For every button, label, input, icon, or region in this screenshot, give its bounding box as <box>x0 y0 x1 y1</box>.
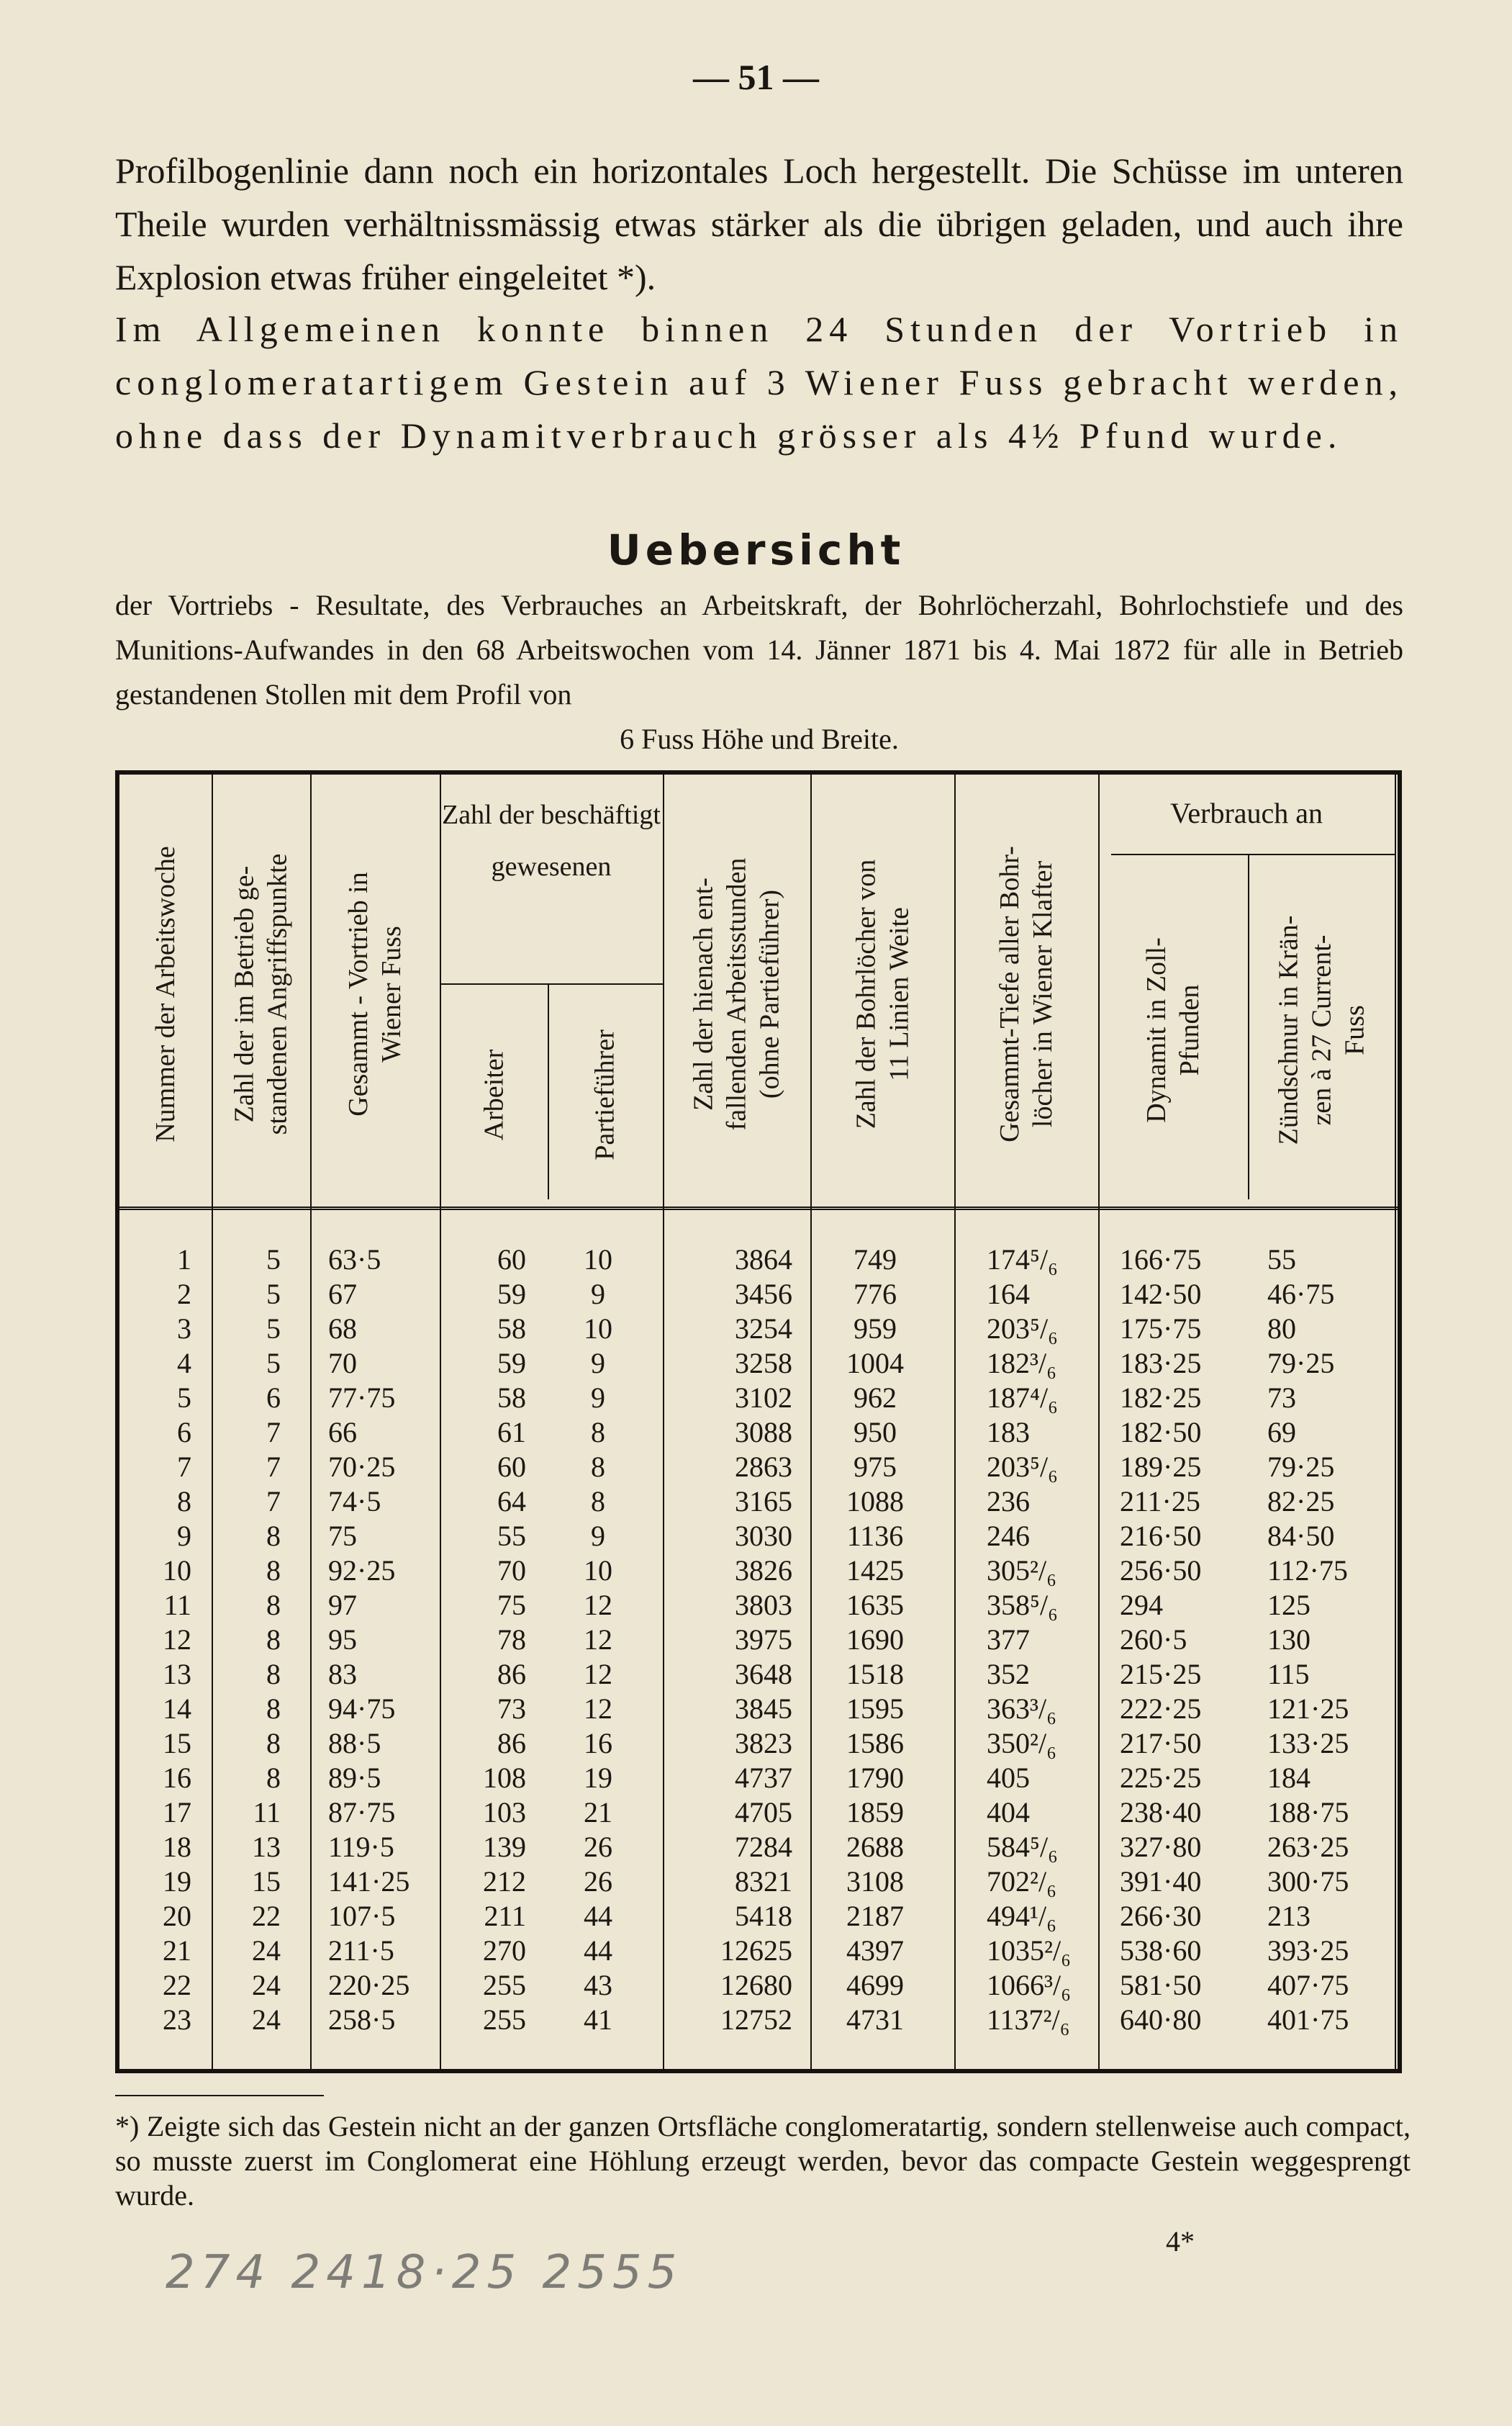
cell-partiefuehrer: 9 <box>591 1381 605 1414</box>
header-angriffspunkte: Zahl der im Betrieb ge- standenen Angriffspunkte <box>229 853 293 1135</box>
cell-tiefe: 404 <box>987 1796 1030 1828</box>
cell-bohrloecher: 959 <box>854 1312 897 1345</box>
cell-points: 8 <box>266 1658 281 1690</box>
header-woche: Nummer der Arbeitswoche <box>150 846 181 1142</box>
cell-bohrloecher: 1690 <box>846 1623 904 1656</box>
cell-points: 8 <box>266 1623 281 1656</box>
cell-arbeiter: 86 <box>497 1727 526 1759</box>
cell-vortrieb: 63·5 <box>328 1243 381 1276</box>
table-row <box>119 1968 1398 2003</box>
cell-arbeiter: 58 <box>497 1381 526 1414</box>
cell-week: 2 <box>177 1278 191 1310</box>
cell-tiefe: 363³/₆ <box>987 1692 1057 1725</box>
cell-vortrieb: 68 <box>328 1312 357 1345</box>
cell-week: 22 <box>163 1969 191 2001</box>
cell-bohrloecher: 1586 <box>846 1727 904 1759</box>
cell-week: 7 <box>177 1451 191 1483</box>
cell-zuendschnur: 133·25 <box>1267 1727 1349 1759</box>
cell-stunden: 3845 <box>735 1692 792 1725</box>
cell-bohrloecher: 4731 <box>846 2003 904 2036</box>
cell-arbeiter: 211 <box>484 1900 526 1932</box>
cell-points: 15 <box>252 1865 281 1898</box>
header-verbrauch: Verbrauch an <box>1169 797 1323 829</box>
cell-week: 14 <box>163 1692 191 1725</box>
cell-bohrloecher: 1004 <box>846 1347 904 1379</box>
cell-bohrloecher: 962 <box>854 1381 897 1414</box>
cell-arbeiter: 58 <box>497 1312 526 1345</box>
cell-zuendschnur: 55 <box>1267 1243 1296 1276</box>
table-row <box>119 1899 1398 1934</box>
cell-points: 13 <box>252 1831 281 1863</box>
table-row <box>119 1830 1398 1864</box>
cell-zuendschnur: 407·75 <box>1267 1969 1349 2001</box>
cell-bohrloecher: 749 <box>854 1243 897 1276</box>
cell-stunden: 3826 <box>735 1554 792 1587</box>
header-tiefe: Gesammt-Tiefe aller Bohr- löcher in Wiener Klafter <box>995 846 1059 1142</box>
cell-tiefe: 164 <box>987 1278 1030 1310</box>
cell-bohrloecher: 1790 <box>846 1762 904 1794</box>
cell-dynamit: 216·50 <box>1120 1520 1202 1552</box>
cell-stunden: 8321 <box>735 1865 792 1898</box>
cell-partiefuehrer: 9 <box>591 1278 605 1310</box>
cell-vortrieb: 89·5 <box>328 1762 381 1794</box>
cell-points: 11 <box>253 1796 281 1828</box>
cell-partiefuehrer: 21 <box>584 1796 612 1828</box>
table-row <box>119 1623 1398 1657</box>
cell-partiefuehrer: 12 <box>584 1589 612 1621</box>
cell-points: 8 <box>266 1554 281 1587</box>
cell-stunden: 3456 <box>735 1278 792 1310</box>
table-row <box>119 1277 1398 1312</box>
cell-stunden: 12752 <box>720 2003 792 2036</box>
cell-partiefuehrer: 12 <box>584 1623 612 1656</box>
cell-points: 8 <box>266 1520 281 1552</box>
cell-partiefuehrer: 43 <box>584 1969 612 2001</box>
cell-bohrloecher: 950 <box>854 1416 897 1448</box>
cell-dynamit: 183·25 <box>1120 1347 1202 1379</box>
cell-vortrieb: 95 <box>328 1623 357 1656</box>
cell-stunden: 5418 <box>735 1900 792 1932</box>
cell-points: 24 <box>252 1969 281 2001</box>
table-row <box>119 1346 1398 1381</box>
cell-arbeiter: 75 <box>497 1589 526 1621</box>
paragraph-1: Profilbogenlinie dann noch ein horizontales Loch hergestellt. Die Schüsse im unteren Theile wurden verhältnissmässig etwas stärker als die übrigen geladen, und auch ihre Explosion etwas früher eingeleitet *). <box>115 150 1403 297</box>
cell-dynamit: 294 <box>1120 1589 1163 1621</box>
cell-stunden: 7284 <box>735 1831 792 1863</box>
cell-week: 6 <box>177 1416 191 1448</box>
cell-tiefe: 182³/₆ <box>987 1347 1057 1379</box>
cell-stunden: 3648 <box>735 1658 792 1690</box>
cell-tiefe: 1035²/₆ <box>987 1934 1072 1967</box>
cell-vortrieb: 87·75 <box>328 1796 396 1828</box>
cell-tiefe: 350²/₆ <box>987 1727 1057 1759</box>
header-vortrieb: Gesammt - Vortrieb in Wiener Fuss <box>343 872 407 1117</box>
cell-partiefuehrer: 8 <box>591 1451 605 1483</box>
cell-tiefe: 246 <box>987 1520 1030 1552</box>
cell-week: 19 <box>163 1865 191 1898</box>
cell-vortrieb: 141·25 <box>328 1865 410 1898</box>
cell-stunden: 12625 <box>720 1934 792 1967</box>
cell-points: 8 <box>266 1589 281 1621</box>
cell-dynamit: 640·80 <box>1120 2003 1202 2036</box>
cell-week: 3 <box>177 1312 191 1345</box>
header-arbeiter: Arbeiter <box>478 1049 509 1141</box>
table-row <box>119 1312 1398 1346</box>
cell-bohrloecher: 1136 <box>846 1520 904 1552</box>
cell-stunden: 3864 <box>735 1243 792 1276</box>
page-number: — 51 — <box>693 57 819 97</box>
cell-partiefuehrer: 16 <box>584 1727 612 1759</box>
cell-vortrieb: 77·75 <box>328 1381 396 1414</box>
cell-partiefuehrer: 8 <box>591 1485 605 1518</box>
cell-points: 24 <box>252 1934 281 1967</box>
cell-zuendschnur: 263·25 <box>1267 1831 1349 1863</box>
cell-arbeiter: 61 <box>497 1416 526 1448</box>
cell-tiefe: 203⁵/₆ <box>987 1312 1059 1345</box>
cell-tiefe: 174⁵/₆ <box>987 1243 1059 1276</box>
cell-tiefe: 352 <box>987 1658 1030 1690</box>
header-dynamit: Dynamit in Zoll- Pfunden <box>1141 937 1205 1123</box>
cell-partiefuehrer: 41 <box>584 2003 612 2036</box>
cell-arbeiter: 60 <box>497 1243 526 1276</box>
table-row <box>119 1692 1398 1726</box>
cell-tiefe: 1066³/₆ <box>987 1969 1072 2001</box>
cell-bohrloecher: 1518 <box>846 1658 904 1690</box>
cell-week: 12 <box>163 1623 191 1656</box>
table-heading: Uebersicht <box>607 526 905 574</box>
cell-tiefe: 358⁵/₆ <box>987 1589 1059 1621</box>
subtitle-text: der Vortriebs - Resultate, des Verbrauches an Arbeitskraft, der Bohrlöcherzahl, Bohrlochstiefe und des Munitions-Aufwandes in den 68 Arbeitswochen vom 14. Jänner 1871 bis 4. Mai 1872 für alle in Betrieb gestandenen Stollen mit dem Profil von <box>115 589 1403 711</box>
cell-partiefuehrer: 10 <box>584 1554 612 1587</box>
cell-tiefe: 203⁵/₆ <box>987 1451 1059 1483</box>
cell-arbeiter: 255 <box>483 2003 526 2036</box>
cell-zuendschnur: 73 <box>1267 1381 1296 1414</box>
cell-partiefuehrer: 44 <box>584 1934 612 1967</box>
cell-arbeiter: 86 <box>497 1658 526 1690</box>
cell-bohrloecher: 1859 <box>846 1796 904 1828</box>
cell-tiefe: 236 <box>987 1485 1030 1518</box>
table-row <box>119 1243 1398 1277</box>
cell-points: 5 <box>266 1312 281 1345</box>
cell-dynamit: 182·25 <box>1120 1381 1202 1414</box>
header-zuendschnur: Zündschnur in Krän- zen à 27 Current- Fuss <box>1273 915 1370 1145</box>
table-row <box>119 1761 1398 1795</box>
cell-bohrloecher: 1425 <box>846 1554 904 1587</box>
cell-vortrieb: 97 <box>328 1589 357 1621</box>
cell-tiefe: 584⁵/₆ <box>987 1831 1059 1863</box>
cell-arbeiter: 59 <box>497 1347 526 1379</box>
cell-stunden: 3823 <box>735 1727 792 1759</box>
cell-points: 5 <box>266 1347 281 1379</box>
table-row <box>119 1381 1398 1415</box>
cell-dynamit: 391·40 <box>1120 1865 1202 1898</box>
cell-tiefe: 305²/₆ <box>987 1554 1057 1587</box>
cell-week: 20 <box>163 1900 191 1932</box>
cell-vortrieb: 94·75 <box>328 1692 396 1725</box>
cell-dynamit: 217·50 <box>1120 1727 1202 1759</box>
cell-bohrloecher: 975 <box>854 1451 897 1483</box>
cell-arbeiter: 59 <box>497 1278 526 1310</box>
cell-week: 17 <box>163 1796 191 1828</box>
cell-dynamit: 182·50 <box>1120 1416 1202 1448</box>
cell-zuendschnur: 79·25 <box>1267 1451 1335 1483</box>
cell-zuendschnur: 79·25 <box>1267 1347 1335 1379</box>
cell-zuendschnur: 393·25 <box>1267 1934 1349 1967</box>
cell-vortrieb: 211·5 <box>328 1934 394 1967</box>
cell-vortrieb: 70 <box>328 1347 357 1379</box>
cell-partiefuehrer: 26 <box>584 1865 612 1898</box>
cell-tiefe: 1137²/₆ <box>987 2003 1070 2036</box>
table-row <box>119 1588 1398 1623</box>
signature-mark: 4* <box>1166 2225 1195 2258</box>
cell-dynamit: 538·60 <box>1120 1934 1202 1967</box>
cell-stunden: 4737 <box>735 1762 792 1794</box>
cell-arbeiter: 139 <box>483 1831 526 1863</box>
cell-dynamit: 222·25 <box>1120 1692 1202 1725</box>
footnote: *) Zeigte sich das Gestein nicht an der ganzen Ortsfläche conglomeratartig, sondern stellenweise auch compact, so musste zuerst im Conglomerat eine Höhlung erzeugt werden, bevor das compacte Gestein weggesprengt wurde. <box>115 2110 1411 2211</box>
table-row <box>119 1484 1398 1519</box>
cell-arbeiter: 70 <box>497 1554 526 1587</box>
cell-points: 24 <box>252 2003 281 2036</box>
table-row <box>119 1554 1398 1588</box>
cell-arbeiter: 212 <box>483 1865 526 1898</box>
cell-tiefe: 702²/₆ <box>987 1865 1057 1898</box>
cell-week: 15 <box>163 1727 191 1759</box>
cell-zuendschnur: 69 <box>1267 1416 1296 1448</box>
cell-bohrloecher: 2187 <box>846 1900 904 1932</box>
cell-stunden: 4705 <box>735 1796 792 1828</box>
table-row <box>119 1415 1398 1450</box>
cell-partiefuehrer: 12 <box>584 1692 612 1725</box>
header-beschaeftigt: Zahl der beschäftigt gewesenen <box>442 800 661 882</box>
cell-points: 7 <box>266 1485 281 1518</box>
cell-stunden: 3254 <box>735 1312 792 1345</box>
cell-partiefuehrer: 9 <box>591 1520 605 1552</box>
cell-week: 9 <box>177 1520 191 1552</box>
cell-bohrloecher: 3108 <box>846 1865 904 1898</box>
cell-week: 23 <box>163 2003 191 2036</box>
cell-week: 1 <box>177 1243 191 1276</box>
cell-vortrieb: 83 <box>328 1658 357 1690</box>
header-bohrloecher: Zahl der Bohrlöcher von 11 Linien Weite <box>851 859 915 1129</box>
cell-vortrieb: 74·5 <box>328 1485 381 1518</box>
table-subtitle <box>115 583 1403 762</box>
cell-stunden: 3165 <box>735 1485 792 1518</box>
cell-stunden: 3975 <box>735 1623 792 1656</box>
cell-vortrieb: 258·5 <box>328 2003 396 2036</box>
cell-dynamit: 175·75 <box>1120 1312 1202 1345</box>
cell-partiefuehrer: 10 <box>584 1312 612 1345</box>
cell-bohrloecher: 776 <box>854 1278 897 1310</box>
cell-week: 4 <box>177 1347 191 1379</box>
cell-tiefe: 187⁴/₆ <box>987 1381 1059 1414</box>
cell-vortrieb: 70·25 <box>328 1451 396 1483</box>
table-row <box>119 1657 1398 1692</box>
table-row <box>119 1519 1398 1554</box>
cell-partiefuehrer: 26 <box>584 1831 612 1863</box>
cell-points: 5 <box>266 1278 281 1310</box>
cell-points: 22 <box>252 1900 281 1932</box>
cell-zuendschnur: 84·50 <box>1267 1520 1335 1552</box>
cell-zuendschnur: 80 <box>1267 1312 1296 1345</box>
cell-bohrloecher: 1088 <box>846 1485 904 1518</box>
cell-stunden: 3030 <box>735 1520 792 1552</box>
cell-week: 13 <box>163 1658 191 1690</box>
cell-week: 18 <box>163 1831 191 1863</box>
cell-partiefuehrer: 10 <box>584 1243 612 1276</box>
cell-bohrloecher: 1595 <box>846 1692 904 1725</box>
cell-arbeiter: 270 <box>483 1934 526 1967</box>
table-row <box>119 1726 1398 1761</box>
cell-zuendschnur: 184 <box>1267 1762 1310 1794</box>
cell-zuendschnur: 188·75 <box>1267 1796 1349 1828</box>
cell-partiefuehrer: 44 <box>584 1900 612 1932</box>
cell-stunden: 3102 <box>735 1381 792 1414</box>
cell-arbeiter: 64 <box>497 1485 526 1518</box>
cell-bohrloecher: 4397 <box>846 1934 904 1967</box>
cell-vortrieb: 75 <box>328 1520 357 1552</box>
cell-dynamit: 189·25 <box>1120 1451 1202 1483</box>
cell-points: 5 <box>266 1243 281 1276</box>
cell-week: 16 <box>163 1762 191 1794</box>
subtitle-end: 6 Fuss Höhe und Breite. <box>620 723 899 755</box>
cell-week: 11 <box>163 1589 191 1621</box>
cell-points: 7 <box>266 1416 281 1448</box>
cell-zuendschnur: 125 <box>1267 1589 1310 1621</box>
cell-zuendschnur: 401·75 <box>1267 2003 1349 2036</box>
cell-tiefe: 494¹/₆ <box>987 1900 1057 1932</box>
cell-zuendschnur: 82·25 <box>1267 1485 1335 1518</box>
cell-tiefe: 377 <box>987 1623 1030 1656</box>
table-row <box>119 1795 1398 1830</box>
cell-vortrieb: 92·25 <box>328 1554 396 1587</box>
cell-dynamit: 238·40 <box>1120 1796 1202 1828</box>
cell-points: 8 <box>266 1727 281 1759</box>
cell-zuendschnur: 300·75 <box>1267 1865 1349 1898</box>
table-row <box>119 1864 1398 1899</box>
cell-arbeiter: 55 <box>497 1520 526 1552</box>
paragraph-2: Im Allgemeinen konnte binnen 24 Stunden der Vortrieb in conglomeratartigem Gestein auf 3 Wiener Fuss gebracht werden, ohne dass der Dynamitverbrauch grösser als 4½ Pfund wurde. <box>115 309 1403 456</box>
cell-dynamit: 266·30 <box>1120 1900 1202 1932</box>
cell-tiefe: 405 <box>987 1762 1030 1794</box>
table-row <box>119 2003 1398 2037</box>
results-table <box>115 770 1402 2073</box>
cell-dynamit: 215·25 <box>1120 1658 1202 1690</box>
cell-tiefe: 183 <box>987 1416 1030 1448</box>
cell-vortrieb: 119·5 <box>328 1831 394 1863</box>
cell-arbeiter: 103 <box>483 1796 526 1828</box>
cell-stunden: 12680 <box>720 1969 792 2001</box>
cell-zuendschnur: 213 <box>1267 1900 1310 1932</box>
cell-week: 8 <box>177 1485 191 1518</box>
cell-zuendschnur: 112·75 <box>1267 1554 1348 1587</box>
cell-arbeiter: 78 <box>497 1623 526 1656</box>
cell-vortrieb: 66 <box>328 1416 357 1448</box>
cell-dynamit: 260·5 <box>1120 1623 1187 1656</box>
cell-bohrloecher: 2688 <box>846 1831 904 1863</box>
cell-vortrieb: 88·5 <box>328 1727 381 1759</box>
cell-dynamit: 581·50 <box>1120 1969 1202 2001</box>
cell-points: 8 <box>266 1692 281 1725</box>
cell-week: 10 <box>163 1554 191 1587</box>
handwritten-notes: 274 2418·25 2555 <box>166 2246 683 2299</box>
cell-zuendschnur: 115 <box>1267 1658 1310 1690</box>
cell-points: 8 <box>266 1762 281 1794</box>
cell-arbeiter: 73 <box>497 1692 526 1725</box>
cell-dynamit: 142·50 <box>1120 1278 1202 1310</box>
cell-stunden: 2863 <box>735 1451 792 1483</box>
cell-stunden: 3258 <box>735 1347 792 1379</box>
header-arbeitsstunden: Zahl der hienach ent- fallenden Arbeitsstunden (ohne Partieführer) <box>688 857 785 1131</box>
cell-points: 6 <box>266 1381 281 1414</box>
cell-arbeiter: 108 <box>483 1762 526 1794</box>
cell-arbeiter: 255 <box>483 1969 526 2001</box>
cell-week: 5 <box>177 1381 191 1414</box>
header-partiefuehrer: Partieführer <box>590 1029 620 1160</box>
table-row <box>119 1934 1398 1968</box>
cell-dynamit: 211·25 <box>1120 1485 1200 1518</box>
cell-week: 21 <box>163 1934 191 1967</box>
cell-partiefuehrer: 12 <box>584 1658 612 1690</box>
cell-bohrloecher: 1635 <box>846 1589 904 1621</box>
cell-vortrieb: 220·25 <box>328 1969 410 2001</box>
cell-dynamit: 166·75 <box>1120 1243 1202 1276</box>
cell-zuendschnur: 121·25 <box>1267 1692 1349 1725</box>
cell-dynamit: 256·50 <box>1120 1554 1202 1587</box>
cell-zuendschnur: 130 <box>1267 1623 1310 1656</box>
cell-bohrloecher: 4699 <box>846 1969 904 2001</box>
cell-points: 7 <box>266 1451 281 1483</box>
cell-stunden: 3088 <box>735 1416 792 1448</box>
cell-partiefuehrer: 8 <box>591 1416 605 1448</box>
cell-dynamit: 327·80 <box>1120 1831 1202 1863</box>
table-row <box>119 1450 1398 1484</box>
cell-zuendschnur: 46·75 <box>1267 1278 1335 1310</box>
cell-arbeiter: 60 <box>497 1451 526 1483</box>
cell-vortrieb: 67 <box>328 1278 357 1310</box>
cell-partiefuehrer: 9 <box>591 1347 605 1379</box>
cell-stunden: 3803 <box>735 1589 792 1621</box>
cell-dynamit: 225·25 <box>1120 1762 1202 1794</box>
cell-vortrieb: 107·5 <box>328 1900 396 1932</box>
cell-partiefuehrer: 19 <box>584 1762 612 1794</box>
